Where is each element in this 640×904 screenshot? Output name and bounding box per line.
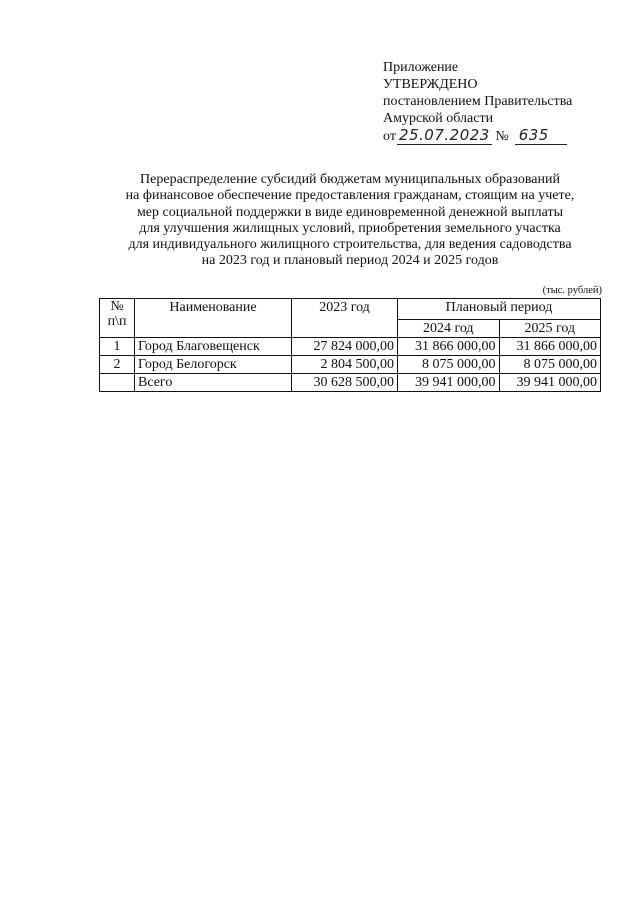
approval-appendix: Приложение — [383, 60, 459, 75]
header-2025: 2025 год — [499, 320, 601, 338]
handwritten-date: 25.07.2023 — [398, 126, 490, 144]
cell-2023: 27 824 000,00 — [292, 338, 398, 356]
header-planned-period: Плановый период — [398, 299, 601, 320]
title-line: для индивидуального жилищного строительства, для ведения садоводства — [128, 237, 572, 253]
cell-num: 2 — [100, 356, 135, 374]
cell-name: Город Благовещенск — [135, 338, 292, 356]
units-label: (тыс. рублей) — [542, 285, 602, 296]
table-row — [100, 338, 601, 356]
title-line: на финансовое обеспечение предоставления гражданам, стоящим на учете, — [125, 188, 575, 204]
document-title — [100, 172, 600, 270]
header-name: Наименование — [135, 299, 292, 338]
approval-approved: УТВЕРЖДЕНО — [383, 77, 478, 92]
cell-name: Всего — [135, 374, 292, 392]
approval-date-line — [383, 127, 572, 145]
date-prefix: от — [383, 129, 396, 144]
cell-num: 1 — [100, 338, 135, 356]
handwritten-number: 635 — [515, 127, 567, 145]
cell-2025: 31 866 000,00 — [499, 338, 601, 356]
header-2023: 2023 год — [292, 299, 398, 338]
header-2024: 2024 год — [398, 320, 500, 338]
approval-decree: постановлением Правительства — [383, 94, 573, 109]
approval-region: Амурской области — [383, 111, 494, 126]
cell-name: Город Белогорск — [135, 356, 292, 374]
cell-2025: 39 941 000,00 — [499, 374, 601, 392]
table-row — [100, 356, 601, 374]
cell-2023: 30 628 500,00 — [292, 374, 398, 392]
cell-2024: 8 075 000,00 — [398, 356, 500, 374]
title-line: мер социальной поддержки в виде единовременной денежной выплаты — [136, 204, 564, 220]
cell-2024: 31 866 000,00 — [398, 338, 500, 356]
cell-2024: 39 941 000,00 — [398, 374, 500, 392]
header-num: № п\п — [100, 299, 135, 338]
title-line: Перераспределение субсидий бюджетам муниципальных образований — [140, 172, 560, 187]
table-header-row — [100, 299, 601, 320]
cell-2023: 2 804 500,00 — [292, 356, 398, 374]
number-prefix: № — [495, 129, 509, 144]
cell-2025: 8 075 000,00 — [499, 356, 601, 374]
title-line: на 2023 год и плановый период 2024 и 2025 годов — [201, 253, 499, 269]
cell-num — [100, 374, 135, 392]
approval-block — [383, 59, 572, 145]
title-line: для улучшения жилищных условий, приобретения земельного участка — [139, 220, 561, 236]
table-total-row — [100, 374, 601, 392]
subsidy-table — [99, 298, 601, 392]
